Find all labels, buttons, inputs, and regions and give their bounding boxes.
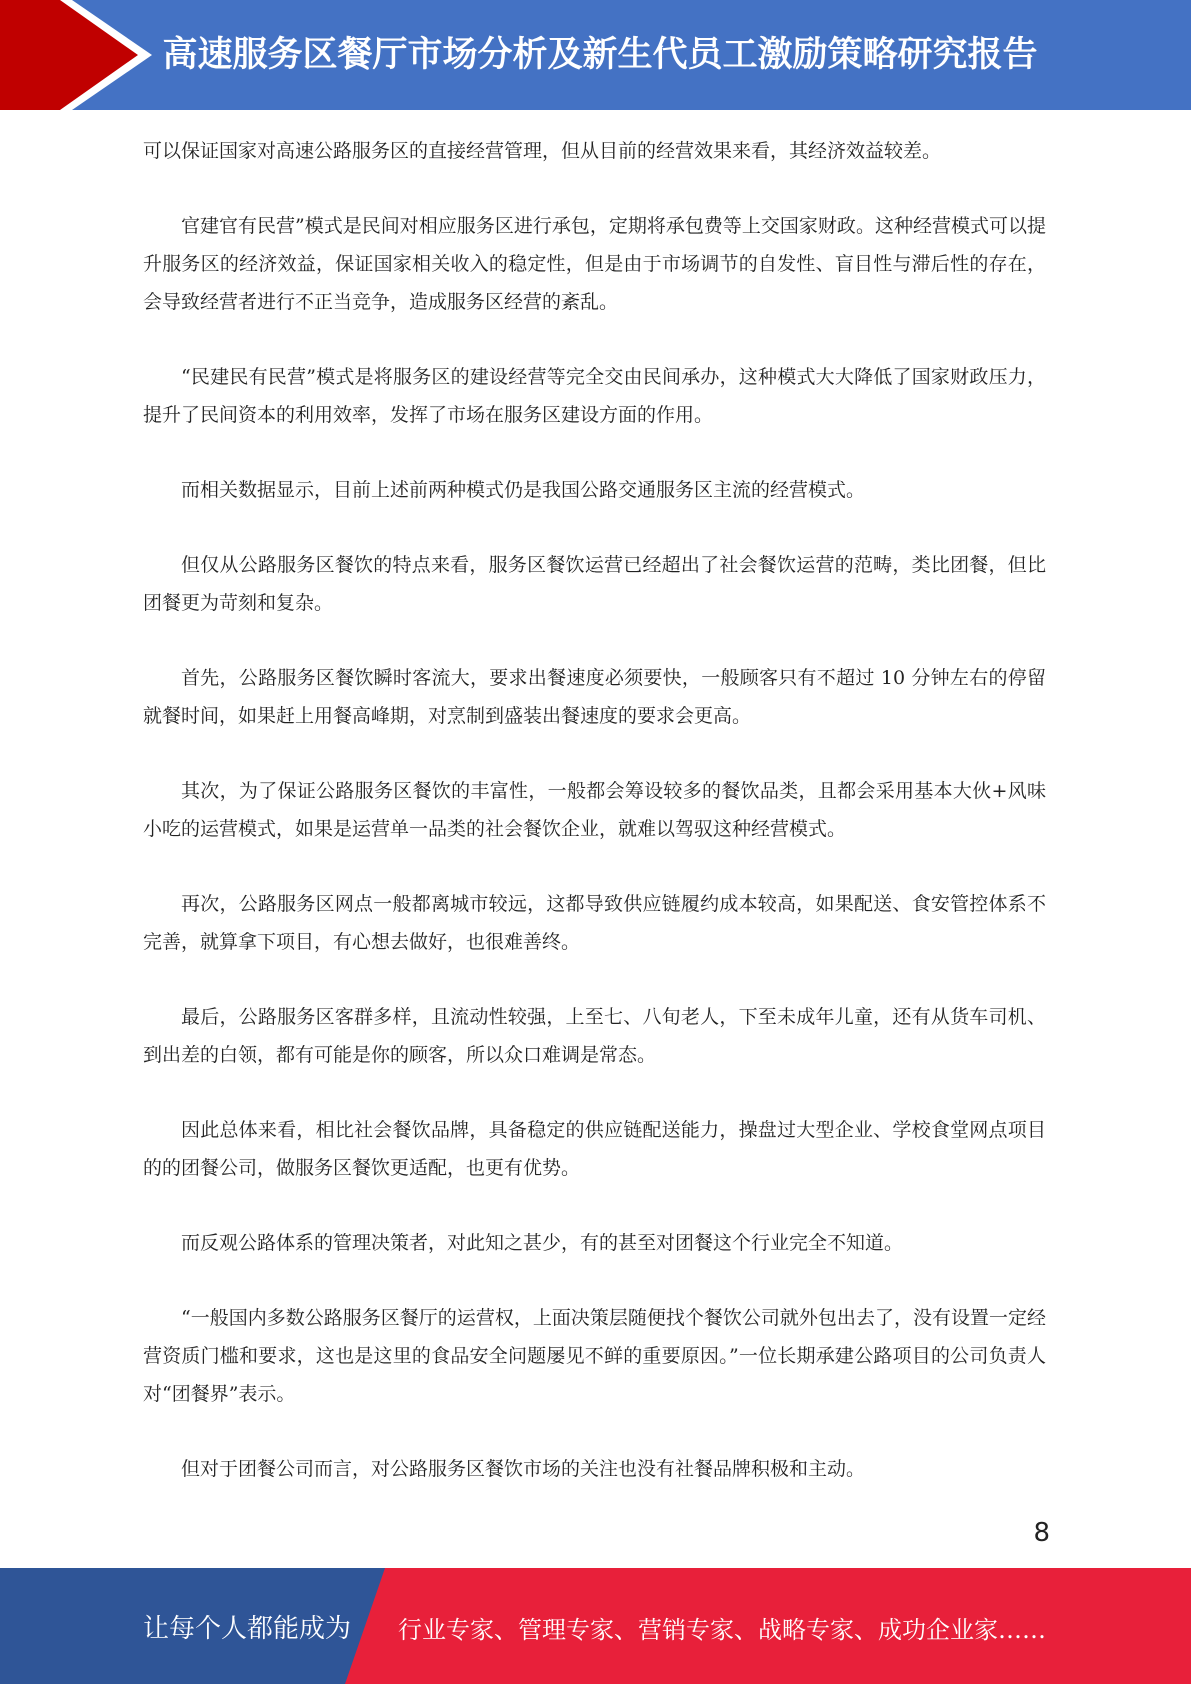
page-header [0, 0, 1191, 110]
footer-slogan-lead: 让每个人都能成为 [143, 1614, 352, 1644]
footer-slogan-tail: 行业专家、管理专家、营销专家、战略专家、成功企业家…… [398, 1616, 1046, 1644]
paragraph: 首先，公路服务区餐饮瞬时客流大，要求出餐速度必须要快，一般顾客只有不超过 10 分钟左右的停留就餐时间，如果赶上用餐高峰期，对烹制到盛装出餐速度的要求会更高。 [143, 667, 1046, 727]
paragraph: 最后，公路服务区客群多样，且流动性较强，上至七、八旬老人，下至未成年儿童，还有从货车司机、到出差的白领，都有可能是你的顾客，所以众口难调是常态。 [143, 1006, 1046, 1066]
paragraph: 再次，公路服务区网点一般都离城市较远，这都导致供应链履约成本较高，如果配送、食安管控体系不完善，就算拿下项目，有心想去做好，也很难善终。 [143, 893, 1046, 953]
paragraph: “一般国内多数公路服务区餐厅的运营权，上面决策层随便找个餐饮公司就外包出去了，没有设置一定经营资质门槛和要求，这也是这里的食品安全问题屡见不鲜的重要原因。”一位长期承建公路项目的公司负责人对“团餐界”表示。 [143, 1307, 1046, 1405]
paragraph: 而相关数据显示，目前上述前两种模式仍是我国公路交通服务区主流的经营模式。 [181, 479, 866, 501]
paragraph: 官建官有民营”模式是民间对相应服务区进行承包，定期将承包费等上交国家财政。这种经营模式可以提升服务区的经济效益，保证国家相关收入的稳定性，但是由于市场调节的自发性、盲目性与滞后性的存在，会导致经营者进行不正当竞争，造成服务区经营的紊乱。 [143, 215, 1046, 313]
paragraph: 但对于团餐公司而言，对公路服务区餐饮市场的关注也没有社餐品牌积极和主动。 [181, 1458, 866, 1480]
header-red-arrow-decoration [0, 0, 150, 110]
body-text [143, 132, 1046, 1525]
paragraph: 因此总体来看，相比社会餐饮品牌，具备稳定的供应链配送能力，操盘过大型企业、学校食堂网点项目的的团餐公司，做服务区餐饮更适配，也更有优势。 [143, 1119, 1046, 1179]
paragraph: 其次，为了保证公路服务区餐饮的丰富性，一般都会筹设较多的餐饮品类，且都会采用基本大伙+风味小吃的运营模式，如果是运营单一品类的社会餐饮企业，就难以驾驭这种经营模式。 [143, 780, 1046, 840]
paragraph: 但仅从公路服务区餐饮的特点来看，服务区餐饮运营已经超出了社会餐饮运营的范畴，类比团餐，但比团餐更为苛刻和复杂。 [143, 554, 1046, 614]
page-number: 8 [1033, 1518, 1050, 1548]
paragraph: “民建民有民营”模式是将服务区的建设经营等完全交由民间承办，这种模式大大降低了国家财政压力，提升了民间资本的利用效率，发挥了市场在服务区建设方面的作用。 [143, 366, 1046, 426]
page-footer [0, 1568, 1191, 1684]
paragraph: 可以保证国家对高速公路服务区的直接经营管理，但从目前的经营效果来看，其经济效益较差。 [143, 140, 942, 162]
paragraph: 而反观公路体系的管理决策者，对此知之甚少，有的甚至对团餐这个行业完全不知道。 [181, 1232, 904, 1254]
report-title: 高速服务区餐厅市场分析及新生代员工激励策略研究报告 [162, 35, 1038, 75]
